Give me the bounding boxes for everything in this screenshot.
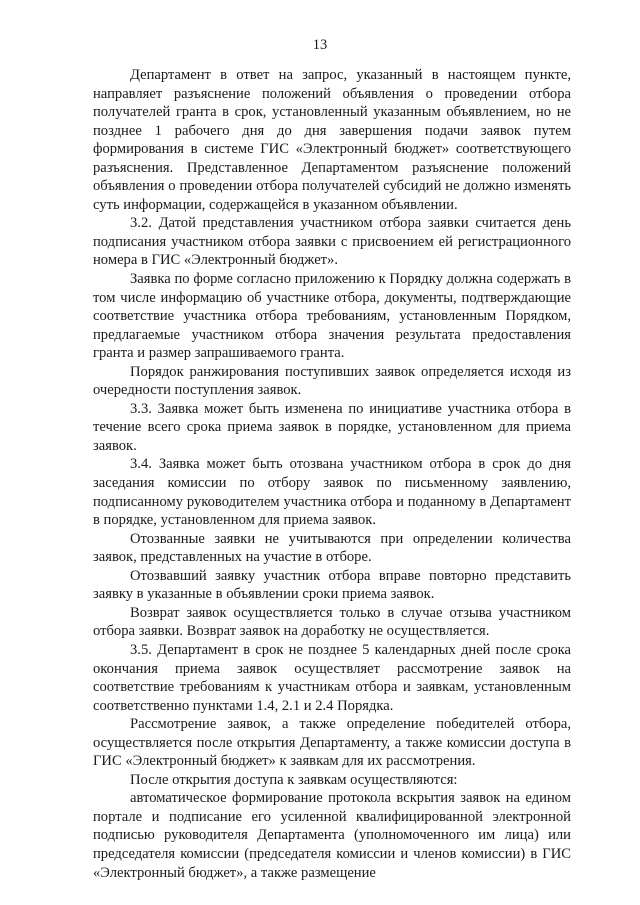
paragraph-return-of-applications: Возврат заявок осуществляется только в случае отзыва участником отбора заявки. Возврат заявок на доработку не осуществляется. [93, 604, 571, 640]
paragraph-ranking-order: Порядок ранжирования поступивших заявок определяется исходя из очередности поступления заявок. [93, 363, 571, 399]
paragraph-protocol-formation: автоматическое формирование протокола вскрытия заявок на едином портале и подписание его усиленной квалифицированной электронной подписью руководителя Департамента (уполномоченного им лица) или председателя комиссии (председателя комиссии и членов комиссии) в ГИС «Электронный бюджет», а также размещение [93, 790, 571, 881]
paragraph-3-5-review-deadline: 3.5. Департамент в срок не позднее 5 календарных дней после срока окончания приема заявок осуществляет рассмотрение заявок на соответствие требованиям к участникам отбора и заявкам, установленным соответственно пунктами 1.4, 2.1 и 2.4 Порядка. [93, 641, 571, 714]
paragraph-withdrawn-not-counted: Отозванные заявки не учитываются при определении количества заявок, представленных на участие в отборе. [93, 530, 571, 566]
page-number: 13 [312, 37, 328, 53]
paragraph-3-2-submission-date: 3.2. Датой представления участником отбора заявки считается день подписания участником отбора заявки с присвоением ей регистрационного номера в ГИС «Электронный бюджет». [93, 215, 571, 269]
paragraph-review-after-access: Рассмотрение заявок, а также определение победителей отбора, осуществляется после открытия Департаменту, а также комиссии доступа в ГИС «Электронный бюджет» к заявкам для их рассмотрения. [93, 716, 571, 770]
paragraph-3-4-application-withdrawal: 3.4. Заявка может быть отозвана участником отбора в срок до дня заседания комиссии по отбору заявок по письменному заявлению, подписанному руководителем участника отбора и поданному в Департамент в порядке, установленном для приема заявок. [93, 456, 571, 529]
paragraph-3-3-application-change: 3.3. Заявка может быть изменена по инициативе участника отбора в течение всего срока приема заявок в порядке, установленном для приема заявок. [93, 400, 571, 454]
paragraph-clarification-response: Департамент в ответ на запрос, указанный в настоящем пункте, направляет разъяснение положений объявления о проведении отбора получателей гранта в срок, установленный указанным объявлением, но не позднее 1 рабочего дня до дня завершения подачи заявок путем формирования в системе ГИС «Электронный бюджет» соответствующего разъяснения. Представленное Департаментом разъяснение положений объявления о проведении отбора получателей субсидий не должно изменять суть информации, содержащейся в указанном объявлении. [93, 67, 571, 213]
paragraph-application-contents: Заявка по форме согласно приложению к Порядку должна содержать в том числе информацию об участнике отбора, документы, подтверждающие соответствие участника отбора требованиям, установленным Порядком, предлагаемые участником отбора значения результата предоставления гранта и размер запрашиваемого гранта. [93, 271, 571, 362]
paragraph-resubmission: Отозвавший заявку участник отбора вправе повторно представить заявку в указанные в объявлении сроки приема заявок. [93, 567, 571, 603]
paragraph-after-access-opened: После открытия доступа к заявкам осуществляются: [130, 771, 458, 788]
document-body [93, 66, 571, 882]
